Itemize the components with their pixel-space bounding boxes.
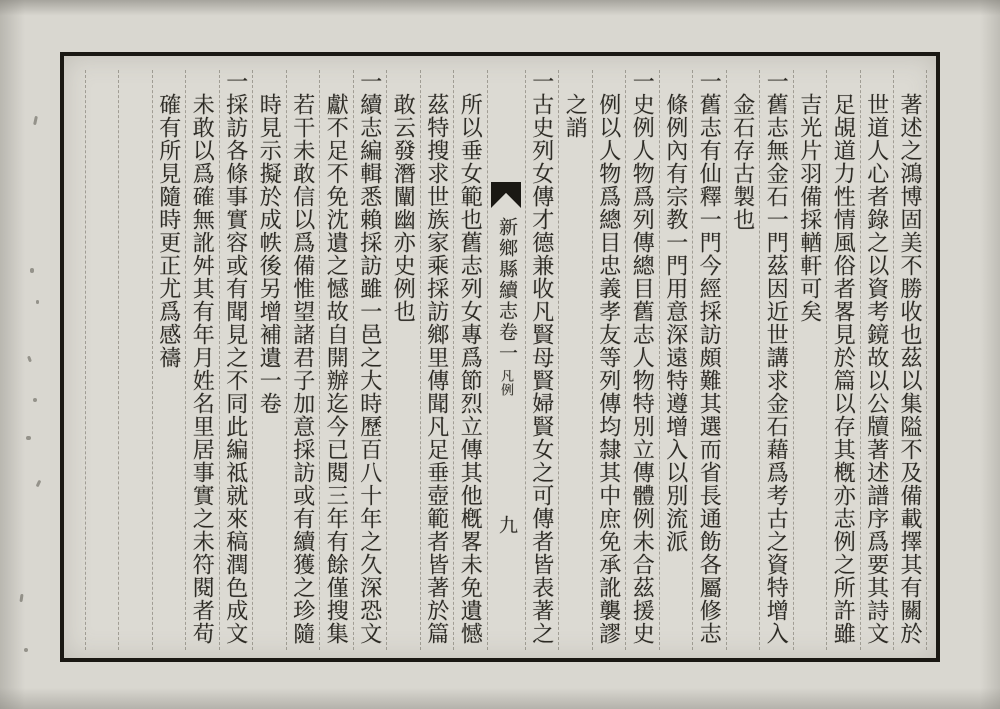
center-fold-column — [487, 70, 525, 650]
text-column-l1 — [453, 70, 487, 650]
text-column-r1 — [893, 70, 927, 650]
column-text: 敢云發潛闡幽亦史例也 — [391, 93, 417, 323]
column-text: 金石存古製也 — [730, 93, 756, 231]
column-text: 茲特搜求世族家乘採訪鄉里傳聞凡足垂壺範者皆著於篇 — [424, 93, 450, 645]
fishtail-icon — [491, 182, 521, 208]
text-column-l2 — [420, 70, 454, 650]
book-title: 新鄉縣續志卷一 — [496, 217, 517, 364]
text-column-r9 — [625, 70, 659, 650]
text-column-r8 — [659, 70, 693, 650]
text-column-r2 — [860, 70, 894, 650]
text-column-l9 — [185, 70, 219, 650]
text-column-l3 — [386, 70, 420, 650]
text-column-r6 — [726, 70, 760, 650]
column-text: 吉光片羽備採輶軒可矣 — [797, 93, 823, 323]
text-column-r4 — [793, 70, 827, 650]
column-text: 一古史列女傳才德兼收凡賢母賢婦賢女之可傳者皆表著之 — [529, 70, 555, 645]
blank-column — [85, 70, 119, 650]
text-column-l8 — [219, 70, 253, 650]
text-column-r5 — [759, 70, 793, 650]
text-column-r12 — [525, 70, 559, 650]
margin-smudge-marks — [0, 0, 60, 709]
column-text: 著述之鴻博固美不勝收也茲以集隘不及備載擇其有關於 — [898, 93, 923, 645]
text-column-r7 — [692, 70, 726, 650]
section-label: 凡例 — [499, 369, 514, 397]
text-column-l5 — [319, 70, 353, 650]
column-text: 一續志編輯悉賴採訪雖一邑之大時歷百八十年之久深恐文 — [357, 70, 383, 645]
column-text: 獻不足不免沈遺之憾故自開辦迄今已閱三年有餘僅搜集 — [324, 93, 350, 645]
column-text: 一採訪各條事實容或有聞見之不同此編祗就來稿潤色成文 — [223, 70, 249, 645]
column-text: 之誚 — [563, 93, 589, 139]
column-text: 所以垂女範也舊志列女專爲節烈立傳其他槪畧未免遺憾 — [458, 93, 484, 645]
text-columns — [64, 56, 936, 658]
column-text: 確有所見隨時更正尤爲感禱 — [156, 93, 182, 369]
text-column-l4 — [353, 70, 387, 650]
text-column-l10 — [152, 70, 186, 650]
column-text: 時見示擬於成帙後另增補遺一卷 — [257, 93, 283, 415]
column-text: 一舊志無金石一門茲因近世講求金石藉爲考古之資特增入 — [764, 70, 790, 645]
column-text: 足覘道力性情風俗者畧見於篇以存其槪亦志例之所許雖 — [831, 93, 857, 645]
text-column-l6 — [286, 70, 320, 650]
column-text: 條例內有宗教一門用意深遠特遵增入以別流派 — [663, 93, 689, 553]
text-column-r11 — [558, 70, 592, 650]
text-column-l7 — [252, 70, 286, 650]
column-text: 未敢以爲確無訛舛其有年月姓名里居事實之未符閱者苟 — [190, 93, 216, 645]
text-column-r3 — [826, 70, 860, 650]
column-text: 若干未敢信以爲備惟望諸君子加意採訪或有續獲之珍隨 — [290, 93, 316, 645]
page-frame — [60, 52, 940, 662]
column-text: 一舊志有仙釋一門今經採訪頗難其選而省長通飭各屬修志 — [697, 70, 723, 645]
column-text: 一史例人物爲列傳總目舊志人物特別立傳體例未合茲援史 — [630, 70, 656, 645]
page-number: 九 — [496, 515, 517, 535]
text-column-r10 — [592, 70, 626, 650]
column-text: 例以人物爲總目忠義孝友等列傳均隸其中庶免承訛襲謬 — [596, 93, 622, 645]
column-text: 世道人心者錄之以資考鏡故以公牘著述譜序爲要其詩文 — [864, 93, 890, 645]
blank-column — [118, 70, 152, 650]
